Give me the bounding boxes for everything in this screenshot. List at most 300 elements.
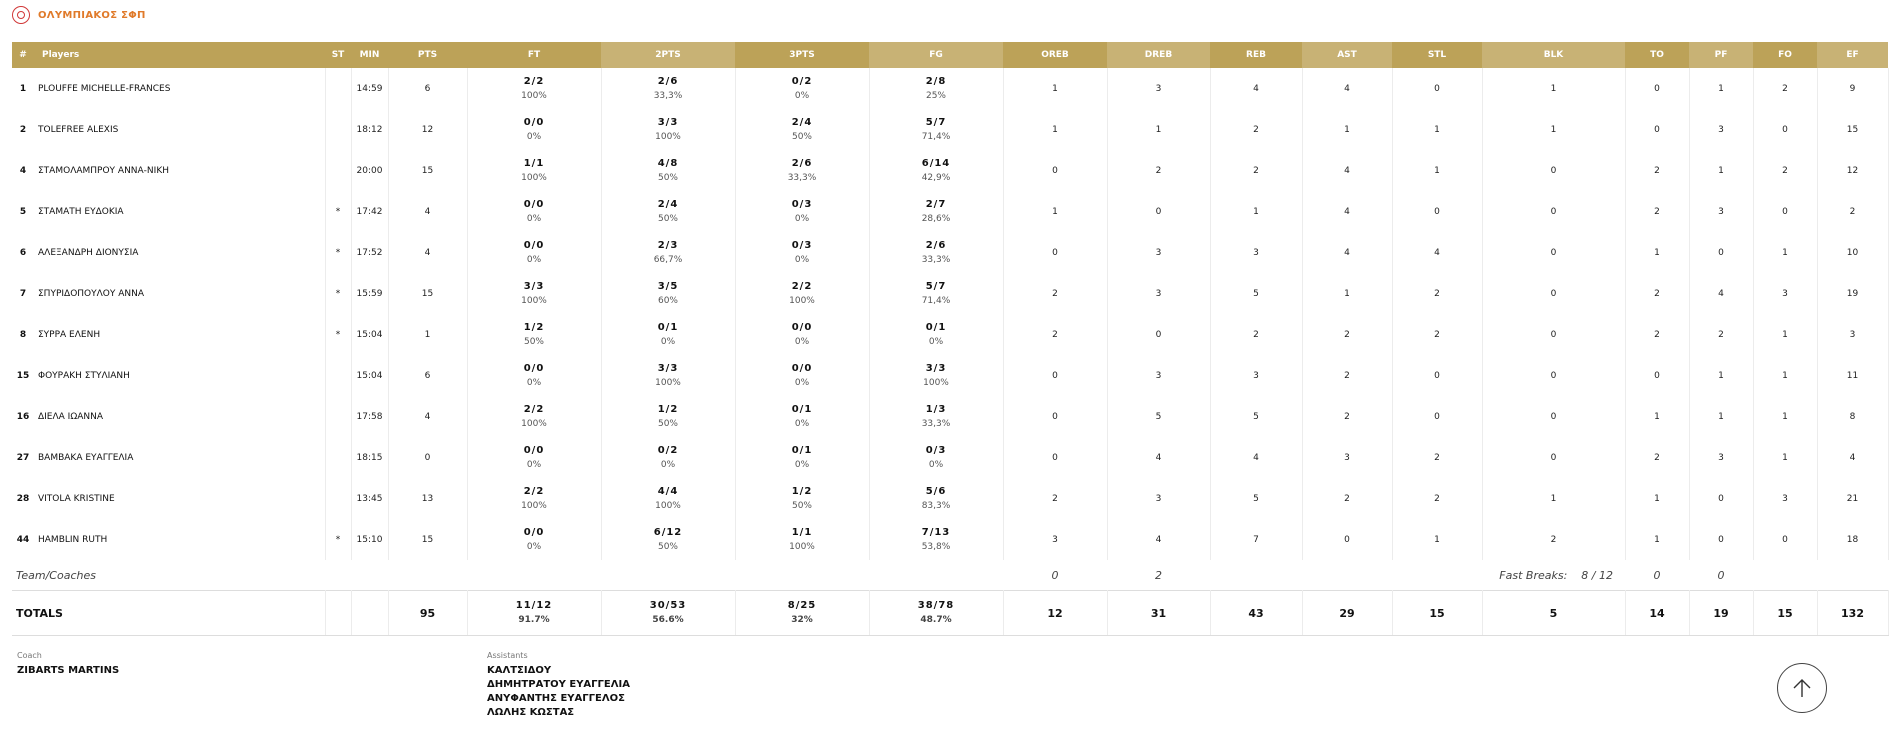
player-fg-made-att: 1/3 (925, 403, 947, 415)
assistant-name: ΑΝΥΦΑΝΤΗΣ ΕΥΑΓΓΕΛΟΣ (487, 693, 625, 704)
player-blk: 1 (1482, 68, 1625, 109)
player-ft-pct: 100% (521, 295, 547, 306)
player-2pts (601, 478, 735, 519)
col-header-oreb: OREB (1003, 42, 1107, 68)
player-3pts (735, 314, 869, 355)
player-stl: 4 (1392, 232, 1482, 273)
player-pf: 0 (1689, 478, 1753, 519)
player-dreb: 2 (1107, 150, 1210, 191)
player-2pts (601, 191, 735, 232)
player-3pts-pct: 100% (789, 295, 815, 306)
player-3pts (735, 355, 869, 396)
totals-pts: 95 (388, 591, 467, 636)
player-ft-pct: 0% (526, 459, 542, 470)
player-fg (869, 437, 1003, 478)
player-ft-made-att: 1/2 (523, 321, 545, 333)
player-ft (467, 273, 601, 314)
player-oreb: 0 (1003, 437, 1107, 478)
totals-oreb: 12 (1003, 591, 1107, 636)
arrow-up-icon (1790, 676, 1814, 700)
player-to: 0 (1625, 68, 1689, 109)
player-fg-made-att: 3/3 (925, 362, 947, 374)
player-ft-pct: 50% (523, 336, 544, 347)
player-ast: 4 (1302, 191, 1392, 232)
player-3pts-made-att: 2/4 (791, 116, 813, 128)
player-dreb: 3 (1107, 478, 1210, 519)
player-dreb: 0 (1107, 314, 1210, 355)
player-ft (467, 519, 601, 560)
player-ft-pct: 0% (526, 131, 542, 142)
table-header-row (12, 42, 1888, 68)
player-ast: 2 (1302, 355, 1392, 396)
player-fg-pct: 0% (928, 459, 944, 470)
player-minutes: 17:58 (351, 396, 388, 437)
assistants-block (487, 651, 630, 720)
col-header-min: MIN (351, 42, 388, 68)
totals-blk: 5 (1482, 591, 1625, 636)
player-oreb: 1 (1003, 68, 1107, 109)
player-blk: 0 (1482, 150, 1625, 191)
player-dreb: 5 (1107, 396, 1210, 437)
player-3pts-made-att: 0/2 (791, 75, 813, 87)
player-stl: 1 (1392, 519, 1482, 560)
assistant-name: ΛΩΛΗΣ ΚΩΣΤΑΣ (487, 707, 575, 718)
coach-label: Coach (17, 651, 42, 660)
player-2pts (601, 355, 735, 396)
player-stl: 2 (1392, 478, 1482, 519)
player-ft-pct: 100% (521, 418, 547, 429)
totals-3pts: 8/25 32% (735, 591, 869, 636)
player-2pts-made-att: 0/2 (657, 444, 679, 456)
player-minutes: 17:52 (351, 232, 388, 273)
player-reb: 2 (1210, 109, 1302, 150)
player-name: ΣΥΡΡΑ ΕΛΕΝΗ (34, 314, 325, 355)
player-3pts-pct: 0% (794, 213, 810, 224)
boxscore-table (12, 42, 1889, 636)
player-3pts (735, 109, 869, 150)
totals-dreb: 31 (1107, 591, 1210, 636)
col-header-reb: REB (1210, 42, 1302, 68)
team-row-dreb: 2 (1155, 568, 1162, 582)
player-stl: 0 (1392, 68, 1482, 109)
player-reb: 5 (1210, 396, 1302, 437)
player-name: ΦΟΥΡΑΚΗ ΣΤΥΛΙΑΝΗ (34, 355, 325, 396)
totals-row (12, 591, 1888, 636)
player-2pts-pct: 50% (657, 418, 678, 429)
player-minutes: 14:59 (351, 68, 388, 109)
player-fg (869, 191, 1003, 232)
player-fg-pct: 0% (928, 336, 944, 347)
player-stl: 0 (1392, 191, 1482, 232)
totals-reb: 43 (1210, 591, 1302, 636)
player-fo: 0 (1753, 109, 1817, 150)
col-header-blk: BLK (1482, 42, 1625, 68)
player-to: 2 (1625, 150, 1689, 191)
player-2pts-pct: 0% (660, 336, 676, 347)
player-pf: 1 (1689, 150, 1753, 191)
player-ft-made-att: 0/0 (523, 198, 545, 210)
starter-mark (325, 396, 351, 437)
player-points: 6 (388, 355, 467, 396)
player-2pts-made-att: 2/4 (657, 198, 679, 210)
player-ft (467, 68, 601, 109)
player-fg-made-att: 2/8 (925, 75, 947, 87)
player-points: 1 (388, 314, 467, 355)
player-3pts-pct: 0% (794, 336, 810, 347)
player-name: PLOUFFE MICHELLE-FRANCES (34, 68, 325, 109)
player-row (12, 437, 1888, 478)
player-to: 2 (1625, 191, 1689, 232)
player-ast: 2 (1302, 314, 1392, 355)
player-pf: 1 (1689, 355, 1753, 396)
player-name: ΣΠΥΡΙΔΟΠΟΥΛΟΥ ΑΝΝΑ (34, 273, 325, 314)
team-row-label: Team/Coaches (16, 568, 96, 582)
player-row (12, 396, 1888, 437)
player-minutes: 18:12 (351, 109, 388, 150)
player-ft-pct: 100% (521, 172, 547, 183)
player-row (12, 109, 1888, 150)
col-header-to: TO (1625, 42, 1689, 68)
player-oreb: 1 (1003, 191, 1107, 232)
player-oreb: 3 (1003, 519, 1107, 560)
player-fg-made-att: 6/14 (921, 157, 951, 169)
player-oreb: 2 (1003, 314, 1107, 355)
player-number: 8 (19, 329, 27, 340)
player-fg-pct: 42,9% (921, 172, 951, 183)
player-fg (869, 150, 1003, 191)
player-fg-made-att: 2/6 (925, 239, 947, 251)
starter-mark (325, 355, 351, 396)
player-2pts-made-att: 2/6 (657, 75, 679, 87)
player-2pts-pct: 50% (657, 172, 678, 183)
player-fo: 0 (1753, 519, 1817, 560)
totals-ast: 29 (1302, 591, 1392, 636)
player-ef: 19 (1817, 273, 1888, 314)
player-fg-made-att: 0/1 (925, 321, 947, 333)
player-ef: 10 (1817, 232, 1888, 273)
player-row (12, 478, 1888, 519)
player-dreb: 3 (1107, 273, 1210, 314)
col-header-ft: FT (467, 42, 601, 68)
player-to: 2 (1625, 273, 1689, 314)
player-points: 4 (388, 191, 467, 232)
player-ef: 4 (1817, 437, 1888, 478)
player-minutes: 15:59 (351, 273, 388, 314)
player-oreb: 2 (1003, 478, 1107, 519)
player-number: 5 (19, 206, 27, 217)
col-header-3pts: 3PTS (735, 42, 869, 68)
player-2pts-pct: 66,7% (653, 254, 683, 265)
player-fg-made-att: 2/7 (925, 198, 947, 210)
player-oreb: 0 (1003, 232, 1107, 273)
player-blk: 0 (1482, 396, 1625, 437)
player-blk: 0 (1482, 437, 1625, 478)
player-ft (467, 191, 601, 232)
player-2pts-made-att: 3/5 (657, 280, 679, 292)
player-ft-made-att: 0/0 (523, 362, 545, 374)
player-2pts (601, 273, 735, 314)
player-fo: 1 (1753, 437, 1817, 478)
starter-mark (325, 109, 351, 150)
player-3pts-made-att: 0/1 (791, 444, 813, 456)
team-row-pf: 0 (1717, 568, 1725, 582)
player-3pts (735, 273, 869, 314)
player-2pts-made-att: 1/2 (657, 403, 679, 415)
player-oreb: 0 (1003, 150, 1107, 191)
player-fo: 3 (1753, 478, 1817, 519)
player-3pts-pct: 0% (794, 377, 810, 388)
col-header-ast: AST (1302, 42, 1392, 68)
player-row (12, 314, 1888, 355)
player-stl: 0 (1392, 396, 1482, 437)
player-stl: 2 (1392, 437, 1482, 478)
player-fo: 2 (1753, 150, 1817, 191)
player-minutes: 15:04 (351, 355, 388, 396)
player-3pts-pct: 50% (791, 500, 812, 511)
player-fg-pct: 33,3% (921, 254, 951, 265)
player-2pts-pct: 100% (655, 500, 681, 511)
starter-mark (325, 68, 351, 109)
player-row (12, 519, 1888, 560)
player-name: ΔΙΕΛΑ ΙΩΑΝΝΑ (34, 396, 325, 437)
player-2pts-pct: 100% (655, 131, 681, 142)
player-points: 6 (388, 68, 467, 109)
starter-mark (325, 437, 351, 478)
player-points: 15 (388, 150, 467, 191)
player-fg-pct: 83,3% (921, 500, 951, 511)
player-minutes: 15:10 (351, 519, 388, 560)
player-fg-pct: 71,4% (921, 295, 951, 306)
player-2pts-pct: 60% (657, 295, 678, 306)
player-blk: 0 (1482, 232, 1625, 273)
player-ast: 4 (1302, 232, 1392, 273)
player-fg (869, 68, 1003, 109)
player-2pts (601, 396, 735, 437)
player-3pts-made-att: 1/1 (791, 526, 813, 538)
player-2pts-made-att: 0/1 (657, 321, 679, 333)
player-ef: 3 (1817, 314, 1888, 355)
fast-breaks (1392, 560, 1625, 591)
player-name: ΒΑΜΒΑΚΑ ΕΥΑΓΓΕΛΙΑ (34, 437, 325, 478)
player-name: ΣΤΑΜΟΛΑΜΠΡΟΥ ΑΝΝΑ-ΝΙΚΗ (34, 150, 325, 191)
player-2pts-made-att: 4/8 (657, 157, 679, 169)
player-3pts-made-att: 2/6 (791, 157, 813, 169)
col-header-pf: PF (1689, 42, 1753, 68)
assistants-list (487, 664, 630, 720)
player-ft (467, 150, 601, 191)
player-2pts (601, 109, 735, 150)
player-ft (467, 437, 601, 478)
player-3pts-made-att: 0/3 (791, 198, 813, 210)
player-3pts-pct: 0% (794, 459, 810, 470)
assistant-name: ΔΗΜΗΤΡΑΤΟΥ ΕΥΑΓΓΕΛΙΑ (487, 679, 630, 690)
player-3pts (735, 150, 869, 191)
player-fg-made-att: 0/3 (925, 444, 947, 456)
player-fo: 3 (1753, 273, 1817, 314)
player-number: 7 (19, 288, 27, 299)
player-3pts (735, 519, 869, 560)
player-2pts-pct: 33,3% (653, 90, 683, 101)
totals-ef: 132 (1817, 591, 1888, 636)
col-header-ef: EF (1817, 42, 1888, 68)
player-ft-made-att: 2/2 (523, 403, 545, 415)
player-row (12, 68, 1888, 109)
player-dreb: 4 (1107, 437, 1210, 478)
player-2pts-pct: 100% (655, 377, 681, 388)
totals-fo: 15 (1753, 591, 1817, 636)
player-reb: 7 (1210, 519, 1302, 560)
player-ast: 1 (1302, 273, 1392, 314)
player-number: 1 (19, 83, 27, 94)
player-to: 0 (1625, 355, 1689, 396)
player-minutes: 17:42 (351, 191, 388, 232)
player-ft (467, 396, 601, 437)
coach-block (17, 651, 119, 676)
player-number: 2 (19, 124, 27, 135)
player-name: ΑΛΕΞΑΝΔΡΗ ΔΙΟΝΥΣΙΑ (34, 232, 325, 273)
player-reb: 5 (1210, 273, 1302, 314)
fast-breaks-label: Fast Breaks: (1499, 568, 1568, 582)
player-ft-made-att: 1/1 (523, 157, 545, 169)
starter-mark: * (325, 232, 351, 273)
fast-breaks-value: 8 / 12 (1581, 568, 1613, 582)
player-reb: 2 (1210, 150, 1302, 191)
player-ft-pct: 100% (521, 90, 547, 101)
player-points: 4 (388, 396, 467, 437)
player-ft-made-att: 0/0 (523, 116, 545, 128)
starter-mark: * (325, 314, 351, 355)
player-3pts-pct: 0% (794, 90, 810, 101)
player-2pts-pct: 0% (660, 459, 676, 470)
player-ast: 2 (1302, 396, 1392, 437)
player-2pts-made-att: 6/12 (653, 526, 683, 538)
player-number: 28 (16, 493, 30, 504)
player-3pts-made-att: 0/0 (791, 362, 813, 374)
player-ft-pct: 0% (526, 541, 542, 552)
player-blk: 0 (1482, 314, 1625, 355)
player-3pts-made-att: 2/2 (791, 280, 813, 292)
col-header-pts: PTS (388, 42, 467, 68)
player-stl: 2 (1392, 314, 1482, 355)
totals-to: 14 (1625, 591, 1689, 636)
back-to-top-button[interactable] (1777, 663, 1827, 713)
player-blk: 2 (1482, 519, 1625, 560)
player-pf: 1 (1689, 396, 1753, 437)
player-to: 1 (1625, 519, 1689, 560)
player-ft (467, 109, 601, 150)
player-fg (869, 314, 1003, 355)
player-to: 2 (1625, 314, 1689, 355)
player-ft-pct: 100% (521, 500, 547, 511)
player-2pts-made-att: 3/3 (657, 116, 679, 128)
team-logo-icon (12, 6, 30, 24)
player-points: 12 (388, 109, 467, 150)
player-3pts-pct: 100% (789, 541, 815, 552)
player-ft (467, 314, 601, 355)
player-to: 0 (1625, 109, 1689, 150)
player-ast: 2 (1302, 478, 1392, 519)
team-name: ΟΛΥΜΠΙΑΚΟΣ ΣΦΠ (38, 9, 146, 21)
totals-label: TOTALS (12, 591, 325, 636)
player-3pts-pct: 50% (791, 131, 812, 142)
player-ft-pct: 0% (526, 213, 542, 224)
player-ft-made-att: 0/0 (523, 526, 545, 538)
player-ast: 0 (1302, 519, 1392, 560)
player-reb: 2 (1210, 314, 1302, 355)
player-3pts-made-att: 0/0 (791, 321, 813, 333)
team-row-oreb: 0 (1051, 568, 1059, 582)
player-row (12, 232, 1888, 273)
player-2pts (601, 150, 735, 191)
player-number: 6 (19, 247, 27, 258)
player-name: HAMBLIN RUTH (34, 519, 325, 560)
player-fg (869, 396, 1003, 437)
player-row (12, 355, 1888, 396)
player-ast: 4 (1302, 150, 1392, 191)
player-ft-made-att: 2/2 (523, 485, 545, 497)
player-2pts (601, 519, 735, 560)
starter-mark: * (325, 273, 351, 314)
player-number: 15 (16, 370, 30, 381)
player-to: 1 (1625, 478, 1689, 519)
player-fo: 1 (1753, 232, 1817, 273)
player-ef: 8 (1817, 396, 1888, 437)
player-ft-made-att: 0/0 (523, 239, 545, 251)
player-row (12, 150, 1888, 191)
player-reb: 5 (1210, 478, 1302, 519)
col-header-st: ST (325, 42, 351, 68)
player-fo: 1 (1753, 355, 1817, 396)
player-3pts (735, 478, 869, 519)
player-pf: 3 (1689, 109, 1753, 150)
player-fg-made-att: 5/7 (925, 116, 947, 128)
player-2pts (601, 68, 735, 109)
player-3pts (735, 437, 869, 478)
player-reb: 4 (1210, 437, 1302, 478)
player-fg (869, 273, 1003, 314)
player-pf: 2 (1689, 314, 1753, 355)
team-row-to: 0 (1653, 568, 1661, 582)
player-2pts (601, 314, 735, 355)
totals-ft: 11/12 91.7% (467, 591, 601, 636)
player-fo: 2 (1753, 68, 1817, 109)
player-2pts-made-att: 4/4 (657, 485, 679, 497)
starter-mark (325, 150, 351, 191)
col-header-fg: FG (869, 42, 1003, 68)
player-blk: 1 (1482, 109, 1625, 150)
player-minutes: 15:04 (351, 314, 388, 355)
totals-2pts: 30/53 56.6% (601, 591, 735, 636)
player-fg-pct: 53,8% (921, 541, 951, 552)
totals-fg: 38/78 48.7% (869, 591, 1003, 636)
player-pf: 4 (1689, 273, 1753, 314)
player-number: 27 (16, 452, 30, 463)
player-pf: 3 (1689, 437, 1753, 478)
assistant-name: ΚΑΛΤΣΙΔΟΥ (487, 665, 552, 676)
player-blk: 0 (1482, 191, 1625, 232)
player-dreb: 4 (1107, 519, 1210, 560)
player-oreb: 0 (1003, 355, 1107, 396)
player-2pts-pct: 50% (657, 541, 678, 552)
player-fo: 0 (1753, 191, 1817, 232)
player-2pts (601, 232, 735, 273)
col-header-dreb: DREB (1107, 42, 1210, 68)
player-stl: 1 (1392, 109, 1482, 150)
player-fg (869, 478, 1003, 519)
player-row (12, 273, 1888, 314)
player-fo: 1 (1753, 396, 1817, 437)
player-3pts-pct: 0% (794, 254, 810, 265)
